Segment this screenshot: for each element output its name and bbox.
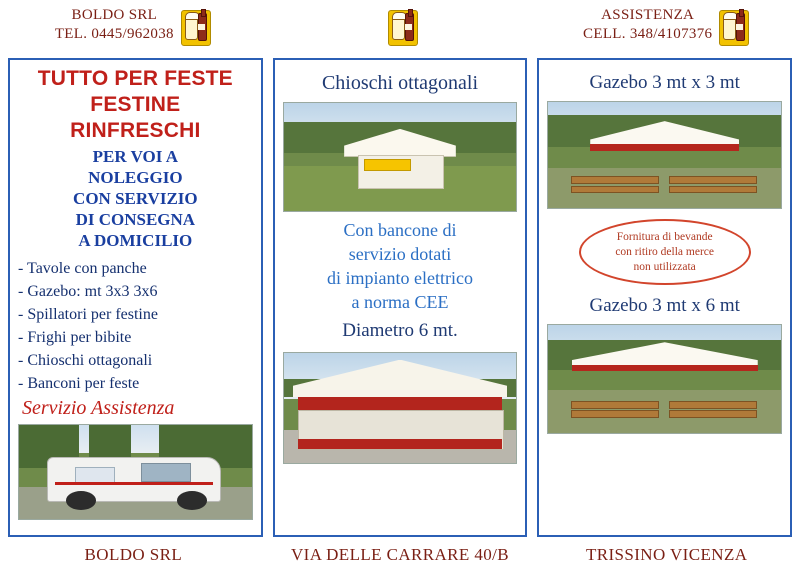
octagonal-kiosk-photo [283, 102, 518, 212]
note-line-2: con ritiro della merce [615, 245, 714, 258]
note-line-3: non utilizzata [633, 260, 696, 273]
description-line-3: di impianto elettrico [327, 268, 473, 288]
bench-set [567, 170, 762, 195]
description-line-1: Con bancone di [343, 220, 457, 240]
company-name-top: BOLDO SRL [71, 7, 158, 23]
note-line-1: Fornitura di bevande [616, 230, 713, 243]
list-item: - Frighi per bibite [18, 329, 132, 346]
subtitle-line-2: NOLEGGIO [88, 168, 183, 187]
assistance-label: ASSISTENZA [601, 7, 695, 23]
panel-services [8, 58, 263, 537]
list-item: - Banconi per feste [18, 375, 140, 392]
beer-mug-logo-icon [716, 8, 750, 46]
panel1-item-list [18, 257, 253, 395]
service-assistance-script: Servizio Assistenza [22, 397, 175, 419]
delivery-van-photo [18, 424, 253, 520]
title-line-1: TUTTO PER FESTE [37, 67, 233, 90]
subtitle-line-5: A DOMICILIO [78, 231, 193, 250]
gazebo-3x3-photo [547, 101, 782, 209]
list-item: - Tavole con panche [18, 260, 147, 277]
beer-mug-logo-icon [178, 8, 212, 46]
subtitle-line-1: PER VOI A [92, 147, 178, 166]
header-right [533, 0, 800, 58]
list-item: - Gazebo: mt 3x3 3x6 [18, 283, 158, 300]
footer-city: TRISSINO VICENZA [585, 545, 748, 564]
list-item: - Chioschi ottagonali [18, 352, 153, 369]
gazebo-3x3-caption: Gazebo 3 mt x 3 mt [589, 72, 740, 93]
beverage-supply-note [579, 219, 751, 285]
header-center [267, 0, 534, 58]
kiosk-structure [344, 129, 456, 187]
panel1-title [18, 66, 253, 144]
footer-address: VIA DELLE CARRARE 40/B [291, 545, 509, 564]
assistance-contact [583, 6, 712, 44]
title-line-2: FESTINE [90, 93, 181, 116]
panel2-diameter: Diametro 6 mt. [342, 320, 458, 341]
gazebo-3x6-photo [547, 324, 782, 434]
beer-mug-logo-icon [385, 8, 419, 46]
panels-container [0, 58, 800, 537]
description-line-2: servizio dotati [348, 244, 452, 264]
panel-gazebos [537, 58, 792, 537]
octagonal-kiosk-bar-photo [283, 352, 518, 464]
title-line-3: RINFRESCHI [70, 119, 201, 142]
flyer-footer [0, 537, 800, 573]
subtitle-line-3: CON SERVIZIO [73, 189, 198, 208]
header-left [0, 0, 267, 58]
gazebo-structure [572, 342, 758, 383]
gazebo-3x6-caption: Gazebo 3 mt x 6 mt [589, 295, 740, 316]
footer-company: BOLDO SRL [84, 545, 183, 564]
list-item: - Spillatori per festine [18, 306, 158, 323]
panel1-subtitle [18, 146, 253, 251]
panel2-description [283, 218, 518, 314]
panel2-heading: Chioschi ottagonali [321, 72, 479, 94]
assistance-phone: CELL. 348/4107376 [583, 26, 713, 42]
panel-kiosks [273, 58, 528, 537]
bench-set [567, 394, 762, 420]
company-contact-left [55, 6, 174, 44]
flyer-header [0, 0, 800, 58]
description-line-4: a norma CEE [351, 292, 449, 312]
company-phone-top: TEL. 0445/962038 [54, 26, 174, 42]
gazebo-structure [590, 121, 739, 163]
subtitle-line-4: DI CONSEGNA [75, 210, 196, 229]
